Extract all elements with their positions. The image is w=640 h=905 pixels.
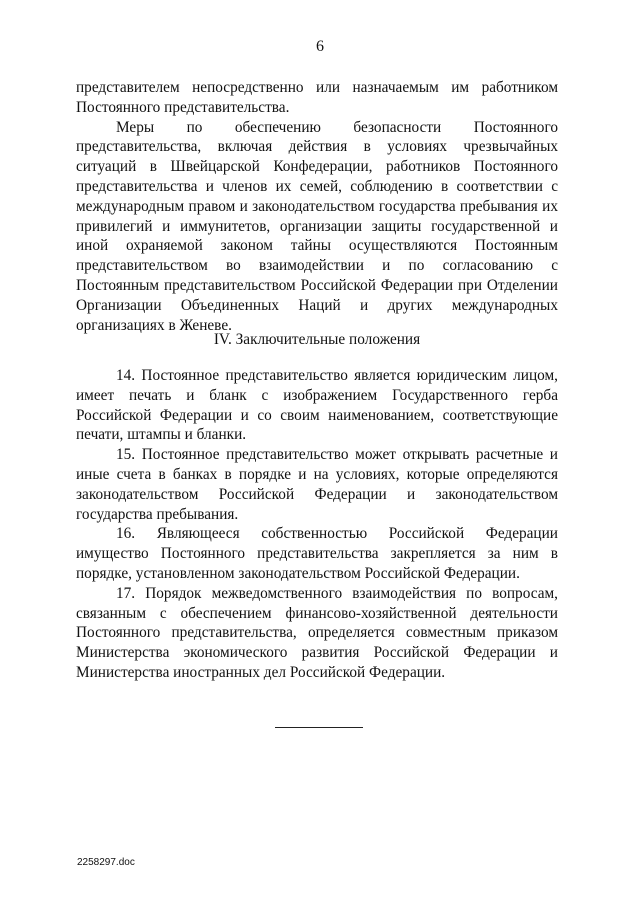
page-number: 6 [316,38,324,55]
text-block-continuation [76,78,558,335]
paragraph-security-measures: Меры по обеспечению безопасности Постоянного представительства, включая действия в условиях чрезвычайных ситуаций в Швейцарской Конфедерации, работников Постоянного представительства и членов их семей, соблюдению в соответствии с международным правом и законодательством государства пребывания их привилегий и иммунитетов, организации защиты государственной и иной охраняемой законом тайны осуществляются Постоянным представительством во взаимодействии и по согласованию с Постоянным представительством Российской Федерации при Отделении Организации Объединенных Наций и других международных организациях в Женеве. [76,118,558,334]
text-block-final-provisions [76,366,558,683]
end-divider [275,727,363,728]
paragraph-16: 16. Являющееся собственностью Российской Федерации имущество Постоянного представительства закрепляется за ним в порядке, установленном законодательством Российской Федерации. [76,525,558,582]
paragraph-continuation: представителем непосредственно или назначаемым им работником Постоянного представительства. [76,79,558,116]
document-code: 2258297.doc [77,857,135,868]
paragraph-17: 17. Порядок межведомственного взаимодействия по вопросам, связанным с обеспечением финансово-хозяйственной деятельности Постоянного представительства, определяется совместным приказом Министерства экономического развития Российской Федерации и Министерства иностранных дел Российской Федерации. [76,584,558,681]
paragraph-15: 15. Постоянное представительство может открывать расчетные и иные счета в банках в порядке и на условиях, которые определяются законодательством Российской Федерации и законодательством государства пребывания. [76,446,558,523]
paragraph-14: 14. Постоянное представительство является юридическим лицом, имеет печать и бланк с изображением Государственного герба Российской Федерации и со своим наименованием, соответствующие печати, штампы и бланки. [76,367,558,444]
section-heading: IV. Заключительные положения [213,331,421,348]
